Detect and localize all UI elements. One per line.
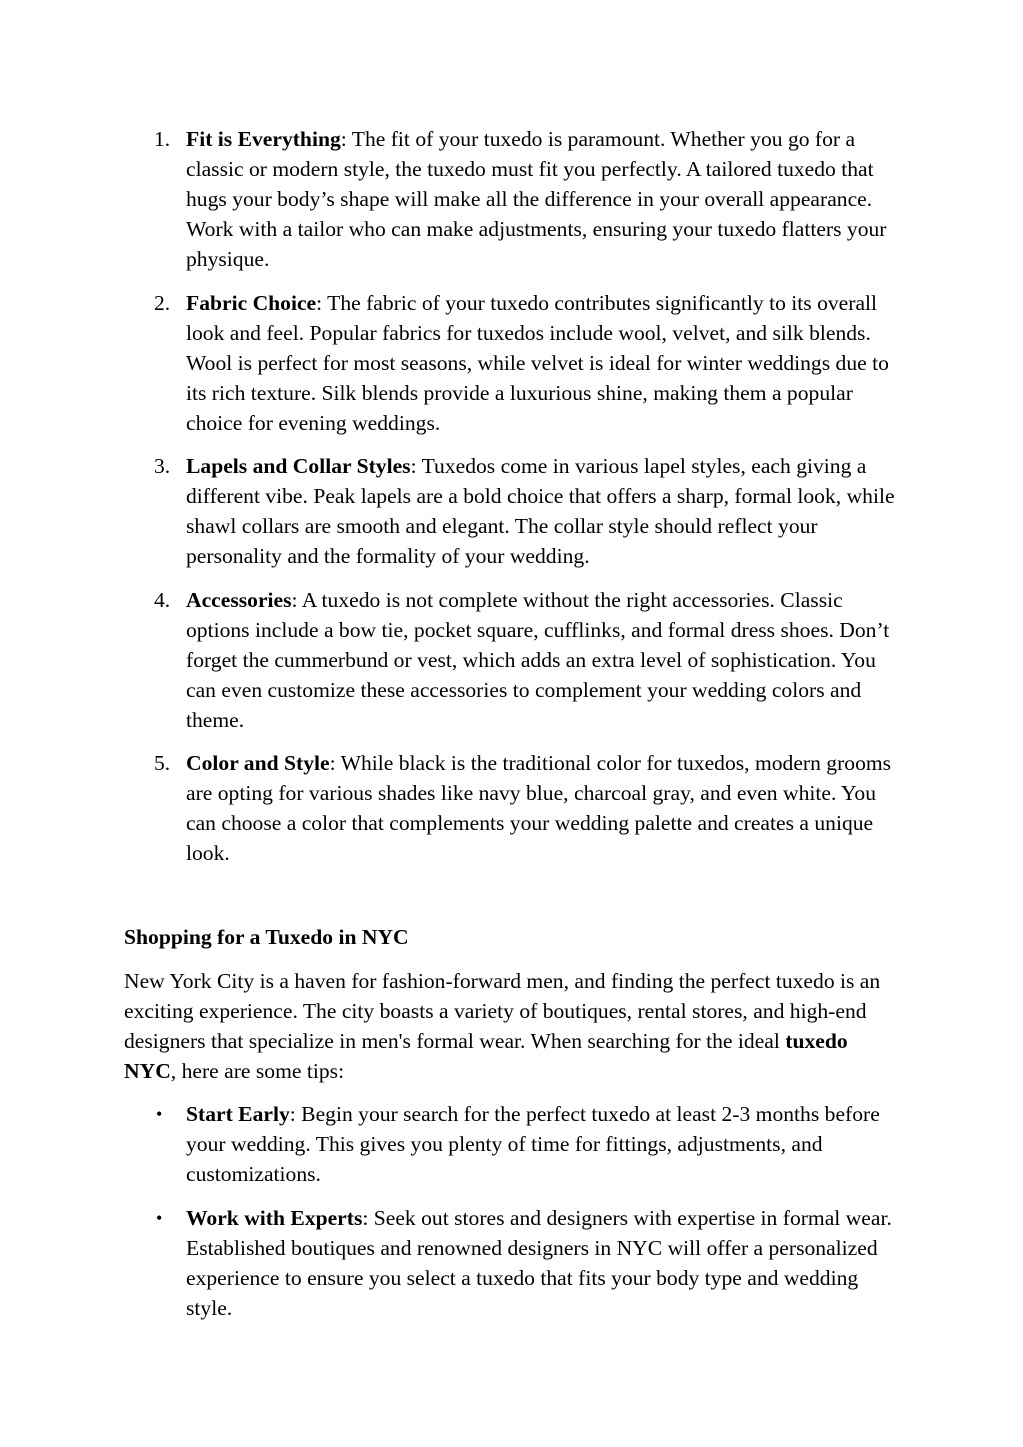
- list-number: 2.: [154, 290, 171, 315]
- list-item-title: Fit is Everything: [186, 127, 341, 151]
- bullet-item-experts: [0, 1203, 906, 1323]
- list-item-title: Fabric Choice: [186, 290, 317, 315]
- bullet-item-text: : Begin your search for the perfect tuxedo at least 2-3 months before your wedding. This gives you plenty of time for fittings, adjustments, and customizations.: [186, 1102, 880, 1186]
- list-item-fit: [0, 124, 906, 274]
- list-item-text: : The fit of your tuxedo is paramount. Whether you go for a classic or modern style, the tuxedo must fit you perfectly. A tailored tuxedo that hugs your body’s shape will make all the difference in your overall appearance. Work with a tailor who can make adjustments, ensuring your tuxedo flatters your physique.: [186, 127, 887, 271]
- paragraph-text-end: , here are some tips:: [170, 1059, 345, 1083]
- paragraph-text: New York City is a haven for fashion-forward men, and finding the perfect tuxedo is an exciting experience. The city boasts a variety of boutiques, rental stores, and high-end designers that specialize in men's formal wear. When searching for the ideal: [124, 969, 881, 1053]
- bullet-item-title: Start Early: [186, 1102, 290, 1126]
- list-number: 3.: [154, 454, 171, 478]
- list-item-title: Accessories: [186, 587, 292, 612]
- bullet-marker: •: [156, 1104, 163, 1124]
- list-number: 4.: [154, 587, 171, 612]
- bullet-item-start-early: [0, 1099, 906, 1189]
- list-item-accessories: [0, 585, 906, 735]
- bullet-marker: •: [156, 1207, 163, 1228]
- list-item-title: Lapels and Collar Styles: [186, 454, 411, 478]
- paragraph-keyword: tuxedo NYC: [124, 1029, 848, 1083]
- list-number: 1.: [154, 127, 171, 151]
- list-number: 5.: [154, 751, 171, 775]
- section-heading: Shopping for a Tuxedo in NYC: [124, 925, 409, 949]
- bullet-item-text: : Seek out stores and designers with expertise in formal wear. Established boutiques and renowned designers in NYC will offer a personalized experience to ensure you select a tuxedo that fits your body type and wedding style.: [186, 1205, 892, 1320]
- list-item-fabric: [0, 288, 906, 438]
- tips-bullet-list: [0, 1099, 1023, 1323]
- list-item-text: : The fabric of your tuxedo contributes significantly to its overall look and feel. Popular fabrics for tuxedos include wool, velvet, and silk blends. Wool is perfect for most seasons, while velvet is ideal for winter weddings due to its rich texture. Silk blends provide a luxurious shine, making them a popular choice for evening weddings.: [186, 290, 889, 435]
- list-item-lapels: [0, 451, 906, 571]
- section-paragraph: [124, 966, 904, 1086]
- list-item-text: : A tuxedo is not complete without the right accessories. Classic options include a bow tie, pocket square, cufflinks, and formal dress shoes. Don’t forget the cummerbund or vest, which adds an extra level of sophistication. You can even customize these accessories to complement your wedding colors and theme.: [186, 587, 890, 732]
- list-item-color: [0, 748, 906, 868]
- list-item-text: : While black is the traditional color for tuxedos, modern grooms are opting for various shades like navy blue, charcoal gray, and even white. You can choose a color that complements your wedding palette and creates a unique look.: [186, 751, 892, 865]
- bullet-item-title: Work with Experts: [186, 1205, 363, 1230]
- list-item-title: Color and Style: [186, 751, 330, 775]
- list-item-text: : Tuxedos come in various lapel styles, each giving a different vibe. Peak lapels are a bold choice that offers a sharp, formal look, while shawl collars are smooth and elegant. The collar style should reflect your personality and the formality of your wedding.: [186, 454, 895, 568]
- tips-numbered-list: [0, 124, 1023, 868]
